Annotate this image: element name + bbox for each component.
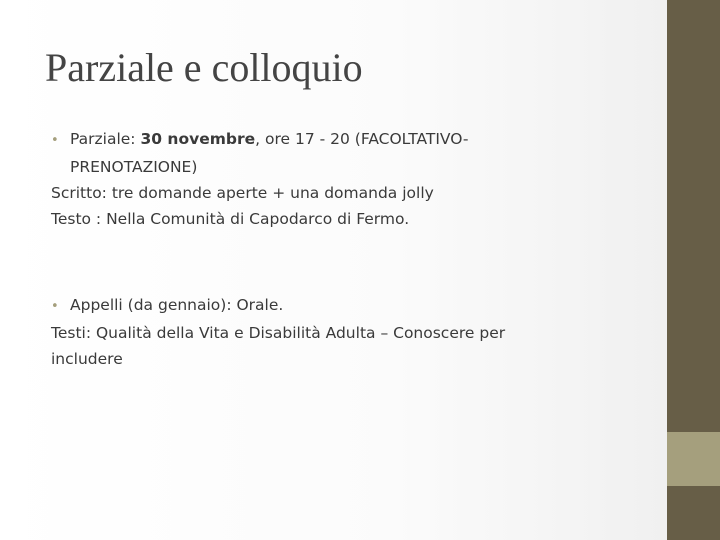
spacer [51,232,611,292]
scritto-line: Scritto: tre domande aperte + una domanda jolly [51,184,434,202]
sidebar-decoration-accent [667,432,720,486]
slide-body [51,126,611,372]
bullet-line-parziale [51,126,611,154]
testi-line: Testi: Qualità della Vita e Disabilità Adulta – Conoscere per [51,324,506,342]
slide-title: Parziale e colloquio [45,45,363,90]
parziale-suffix: , ore 17 - 20 (FACOLTATIVO- [255,130,469,148]
appelli-text: Appelli (da gennaio): Orale. [70,296,284,314]
parziale-prefix: Parziale: [70,130,141,148]
parziale-continuation: PRENOTAZIONE) [70,158,198,176]
parziale-date: 30 novembre [140,130,256,148]
bullet-icon: • [51,299,59,314]
testo-line: Testo : Nella Comunità di Capodarco di Fermo. [51,210,410,228]
bullet-line-appelli [51,292,611,320]
bullet-icon: • [51,133,59,148]
sidebar-decoration-bottom [667,486,720,540]
testi-continuation: includere [51,350,123,368]
sidebar-decoration-top [667,0,720,432]
